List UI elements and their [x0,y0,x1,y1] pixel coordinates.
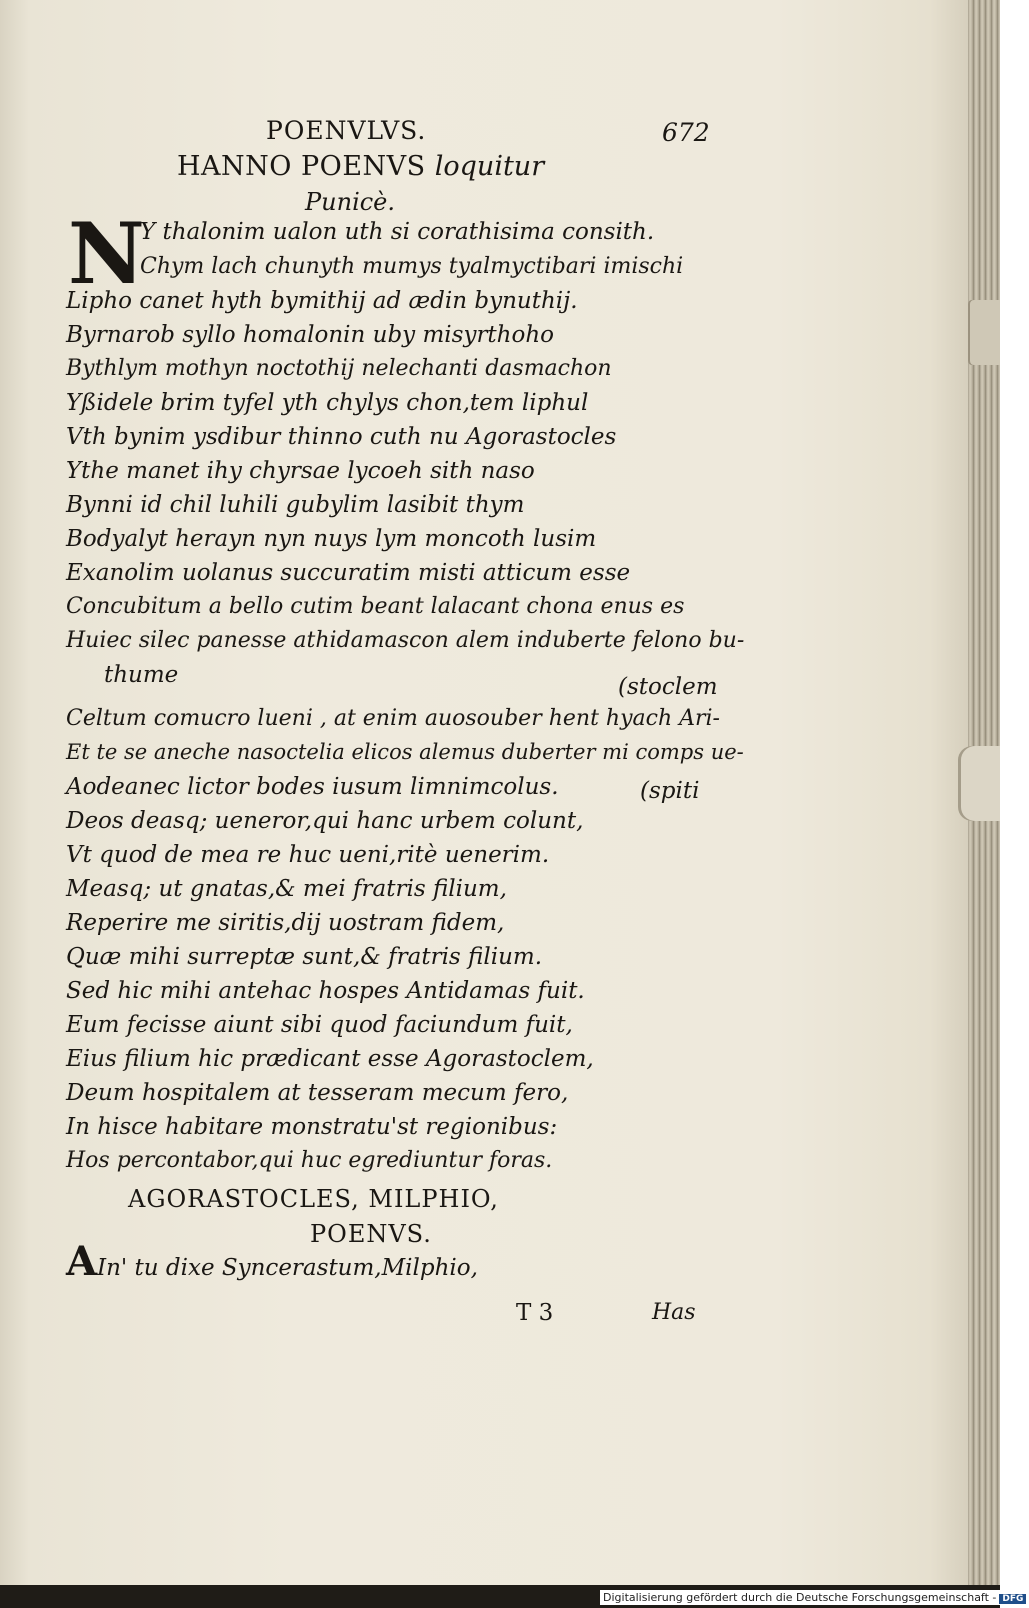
verse-line: Byrnarob syllo homalonin uby misyrthoho [66,322,554,348]
catchword: Has [652,1300,696,1325]
initial-letter: A [66,1238,98,1285]
verse-line: Deum hospitalem at tesseram mecum fero, [66,1080,569,1106]
verse-line: Eius filium hic prædicant esse Agorastoclem, [66,1046,594,1072]
verse-line-turnover: (spiti [640,778,700,804]
verse-line: Sed hic mihi antehac hospes Antidamas fuit. [66,978,585,1004]
verse-line: Vth bynim ysdibur thinno cuth nu Agorastocles [66,424,617,450]
verse-line: Reperire me siritis,dij uostram fidem, [66,910,505,936]
running-head: POENVLVS. [266,116,427,145]
verse-line: thume [104,662,179,688]
verse-line: Bynni id chil luhili gubylim lasibit thym [66,492,525,518]
verse-line: Hos percontabor,qui huc egrediuntur foras. [66,1148,553,1173]
footer-text: Digitalisierung gefördert durch die Deutsche Forschungsgemeinschaft - [603,1591,997,1604]
verse-line: Yßidele brim tyfel yth chylys chon,tem liphul [66,390,589,416]
verse-line: Bythlym mothyn noctothij nelechanti dasmachon [66,356,612,381]
dialogue-line: In' tu dixe Syncerastum,Milphio, [97,1255,478,1281]
dfg-logo: DFG [999,1594,1026,1604]
scene-subheading: Punicè. [305,188,396,216]
verse-line: Concubitum a bello cutim beant lalacant chona enus es [66,594,685,619]
verse-line: Quæ mihi surreptæ sunt,& fratris filium. [66,944,543,970]
drop-cap: N [68,204,145,303]
speaker-list: AGORASTOCLES, MILPHIO, [128,1185,499,1213]
speaker-name: HANNO POENVS [177,151,426,182]
verse-line: Celtum comucro lueni , at enim auosouber hent hyach Ari- [66,706,720,731]
page-tab-upper [968,300,1000,365]
verse-line: Huiec silec panesse athidamascon alem induberte felono bu- [66,628,745,653]
verse-line: Lipho canet hyth bymithij ad ædin bynuthij. [66,288,578,314]
verse-line: Eum fecisse aiunt sibi quod faciundum fuit, [66,1012,573,1038]
verse-line: In hisce habitare monstratu'st regionibus: [66,1114,558,1140]
verse-line: Vt quod de mea re huc ueni,ritè uenerim. [66,842,550,868]
verse-line: Aodeanec lictor bodes iusum limnimcolus. [66,774,559,800]
verse-line: Exanolim uolanus succuratim misti atticum esse [66,560,631,586]
verse-line: Ythe manet ihy chyrsae lycoeh sith naso [66,458,535,484]
signature-mark: T 3 [516,1300,554,1326]
speaker-list-cont: POENVS. [310,1220,432,1248]
verse-line: Measq; ut gnatas,& mei fratris filium, [66,876,507,902]
verse-line-turnover: (stoclem [618,674,718,700]
folio-number: 672 [662,118,710,147]
verse-line: Et te se aneche nasoctelia elicos alemus duberter mi comps ue- [66,740,744,764]
digitization-footer [600,1590,1029,1605]
verse-line: Y thalonim ualon uth si corathisima consith. [140,219,655,245]
speaker-verb: loquitur [434,151,545,182]
verse-line: Bodyalyt herayn nyn nuys lym moncoth lusim [66,526,597,552]
verse-line: Deos deasq; ueneror,qui hanc urbem colunt, [66,808,584,834]
verse-line: Chym lach chunyth mumys tyalmyctibari imischi [140,254,684,279]
